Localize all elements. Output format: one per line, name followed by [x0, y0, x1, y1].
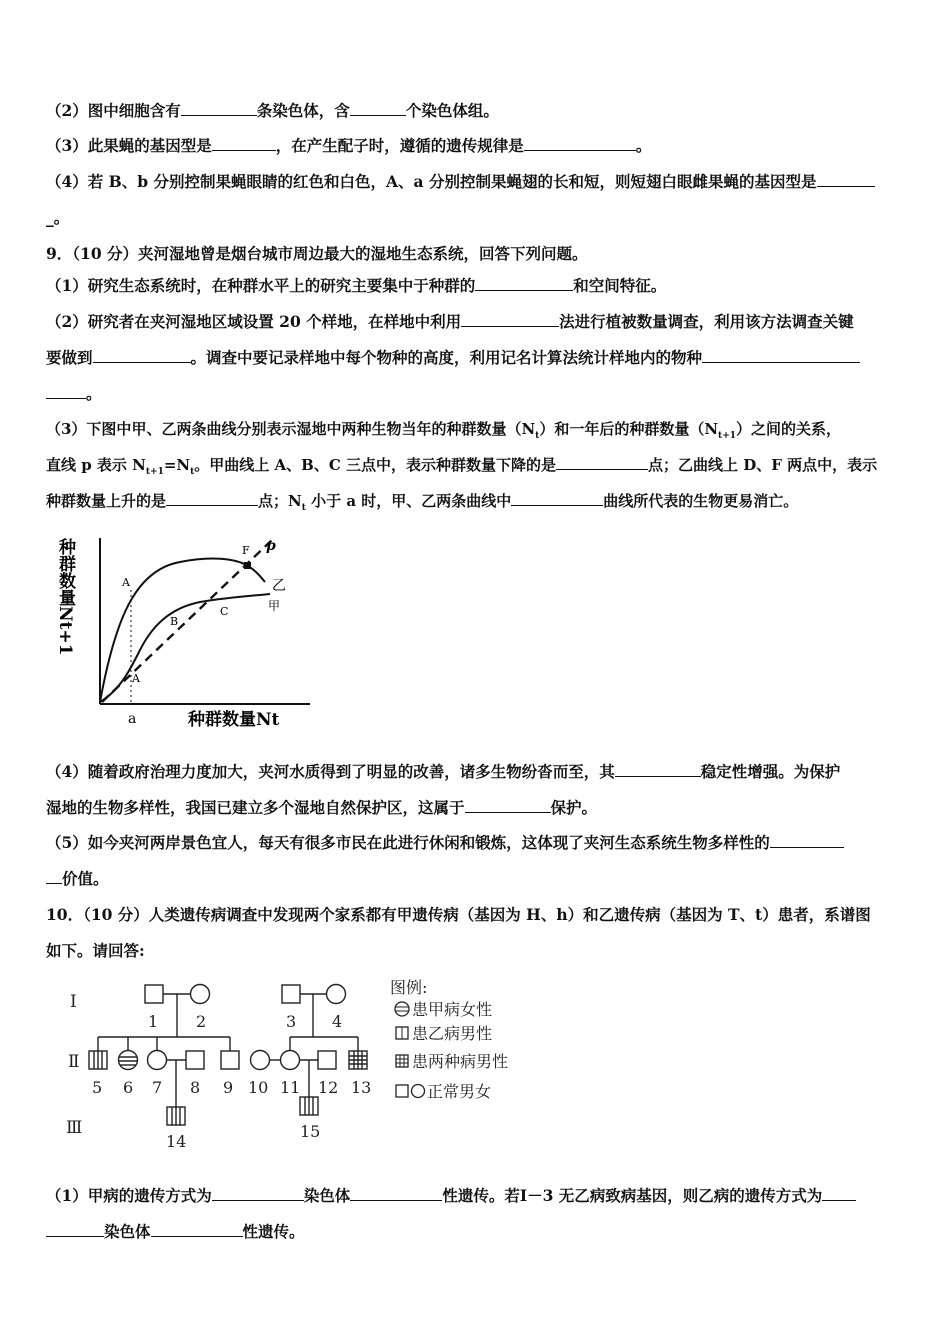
curve-yi-label: 乙 — [272, 578, 286, 594]
q9-part1: （1）研究生态系统时，在种群水平上的研究主要集中于种群的 和空间特征。 — [46, 276, 667, 295]
answer-blank[interactable] — [46, 384, 86, 399]
answer-blank[interactable] — [350, 101, 406, 116]
q8-part2: （2）图中细胞含有 条染色体，含 个染色体组。 — [46, 101, 499, 120]
id-10: 10 — [248, 1078, 269, 1097]
q10-heading: 10．（10 分）人类遗传病调查中发现两个家系都有甲遗传病（基因为 H、h）和乙遗传病（基因为 T、t）患者，系谱图 — [46, 905, 871, 924]
legend-both: 患两种病男性 — [412, 1052, 509, 1071]
answer-blank[interactable] — [46, 869, 62, 884]
legend-disease-b: 患乙病男性 — [412, 1024, 493, 1043]
legend-normal: 正常男女 — [427, 1082, 492, 1101]
id-15: 15 — [300, 1122, 321, 1141]
q9-part4: （4）随着政府治理力度加大，夹河水质得到了明显的改善，诸多生物纷沓而至，其 稳定性增强。为保护 — [46, 762, 841, 781]
id-12: 12 — [318, 1078, 339, 1097]
person-11-female — [281, 1051, 300, 1070]
q9-part3: （3）下图中甲、乙两条曲线分别表示湿地中两种生物当年的种群数量$(N_t)$和一年后的种群数量$(N_{t+1})$之间的关系， — [46, 420, 842, 441]
person-12-male — [318, 1051, 336, 1069]
x-tick-a: a — [128, 711, 137, 727]
answer-blank[interactable] — [181, 101, 257, 116]
generation-i: Ⅰ — [70, 992, 77, 1012]
answer-blank[interactable] — [46, 1222, 104, 1237]
answer-blank[interactable] — [212, 1186, 304, 1201]
person-6-female-disease-a — [119, 1051, 138, 1070]
id-1: 1 — [148, 1012, 159, 1031]
id-7: 7 — [152, 1078, 163, 1097]
q9-part5: （5）如今夹河两岸景色宜人，每天有很多市民在此进行休闲和锻炼，这体现了夹河生态系统生物多样性的 — [46, 833, 844, 853]
q9-part2: （2）研究者在夹河湿地区域设置 20 个样地，在样地中利用 法进行植被数量调查，利用该方法调查关键 — [46, 312, 854, 331]
line-p-label: p — [266, 538, 276, 554]
answer-blank[interactable] — [93, 348, 191, 363]
q8-part3: （3）此果蝇的基因型是 ，在产生配子时，遵循的遗传规律是 。 — [46, 136, 652, 155]
answer-blank[interactable] — [615, 762, 701, 777]
answer-blank[interactable] — [350, 1186, 442, 1201]
legend-normal-female-icon — [412, 1085, 425, 1098]
answer-blank[interactable] — [556, 455, 648, 470]
point-f-marker — [244, 562, 251, 569]
id-13: 13 — [351, 1078, 372, 1097]
id-2: 2 — [196, 1012, 207, 1031]
answer-blank[interactable] — [475, 276, 573, 291]
person-8-male — [186, 1051, 204, 1069]
answer-blank[interactable] — [461, 312, 559, 327]
id-8: 8 — [190, 1078, 201, 1097]
person-3-male — [282, 985, 300, 1003]
answer-blank[interactable] — [166, 491, 258, 506]
person-2-female — [191, 985, 210, 1004]
q8-part4-cont: _。 — [46, 208, 70, 227]
answer-blank[interactable] — [770, 833, 844, 848]
answer-blank[interactable] — [465, 798, 551, 813]
q10-heading-cont: 如下。请回答: — [46, 941, 145, 960]
x-axis-label: 种群数量Nt — [188, 710, 280, 730]
q8-part4: （4）若 B、b 分别控制果蝇眼睛的红色和白色，A、a 分别控制果蝇翅的长和短，则短翅白眼雌果蝇的基因型是 — [46, 172, 875, 192]
y-axis-label: 种群数量Nt+1 — [55, 538, 75, 656]
legend-disease-a-icon — [395, 1002, 409, 1016]
legend-disease-a: 患甲病女性 — [412, 1000, 493, 1019]
legend-normal-male-icon — [396, 1085, 408, 1097]
person-10-female — [251, 1051, 270, 1070]
id-9: 9 — [223, 1078, 234, 1097]
population-graph — [55, 530, 320, 740]
answer-blank[interactable] — [151, 1222, 243, 1237]
person-1-male — [145, 985, 163, 1003]
point-a-label: A — [132, 672, 140, 685]
pedigree-chart — [60, 975, 540, 1155]
answer-blank[interactable] — [702, 348, 860, 363]
q10-part1: （1）甲病的遗传方式为 染色体 性遗传。若Ⅰ－3 无乙病致病基因，则乙病的遗传方式为 — [46, 1186, 856, 1206]
legend-both-icon — [396, 1055, 408, 1067]
point-c-label: C — [220, 605, 229, 618]
answer-blank[interactable] — [524, 136, 636, 151]
curve-jia-label: 甲 — [268, 599, 281, 613]
person-9-male — [221, 1051, 239, 1069]
id-5: 5 — [92, 1078, 103, 1097]
generation-ii: Ⅱ — [68, 1052, 80, 1072]
q9-part2-cont: 要做到 。调查中要记录样地中每个物种的高度，利用记名计算法统计样地内的物种 — [46, 348, 860, 368]
answer-blank[interactable] — [212, 136, 276, 151]
id-11: 11 — [280, 1078, 301, 1097]
answer-blank[interactable] — [822, 1186, 856, 1201]
q9-part5-cont: 价值。 — [46, 869, 109, 889]
point-d-label: A — [122, 576, 130, 589]
q9-part3-line2: 直线 p 表示 $N_{t+1}=N_t$。甲曲线上 A、B、C 三点中，表示种群数量下降的是 点；乙曲线上 D、F 两点中，表示 — [46, 456, 878, 477]
id-4: 4 — [332, 1012, 343, 1031]
q9-part2-end: 。 — [46, 384, 102, 404]
q9-part4-cont: 湿地的生物多样性，我国已建立多个湿地自然保护区，这属于 保护。 — [46, 798, 598, 817]
id-14: 14 — [166, 1132, 187, 1151]
point-f-label: F — [242, 544, 250, 557]
generation-iii: Ⅲ — [66, 1118, 83, 1138]
answer-blank[interactable] — [817, 172, 875, 187]
legend-title: 图例: — [390, 978, 428, 997]
q9-part3-line3: 种群数量上升的是 点；$N_t$ 小于 a 时，甲、乙两条曲线中 曲线所代表的生物更易消亡。 — [46, 492, 799, 513]
q9-heading: 9．（10 分）夹河湿地曾是烟台城市周边最大的湿地生态系统，回答下列问题。 — [46, 244, 588, 263]
id-6: 6 — [123, 1078, 134, 1097]
person-7-female — [148, 1051, 167, 1070]
id-3: 3 — [286, 1012, 297, 1031]
q10-part1-cont: 染色体 性遗传。 — [46, 1222, 305, 1242]
point-b-label: B — [170, 615, 179, 628]
answer-blank[interactable] — [511, 491, 603, 506]
person-4-female — [327, 985, 346, 1004]
